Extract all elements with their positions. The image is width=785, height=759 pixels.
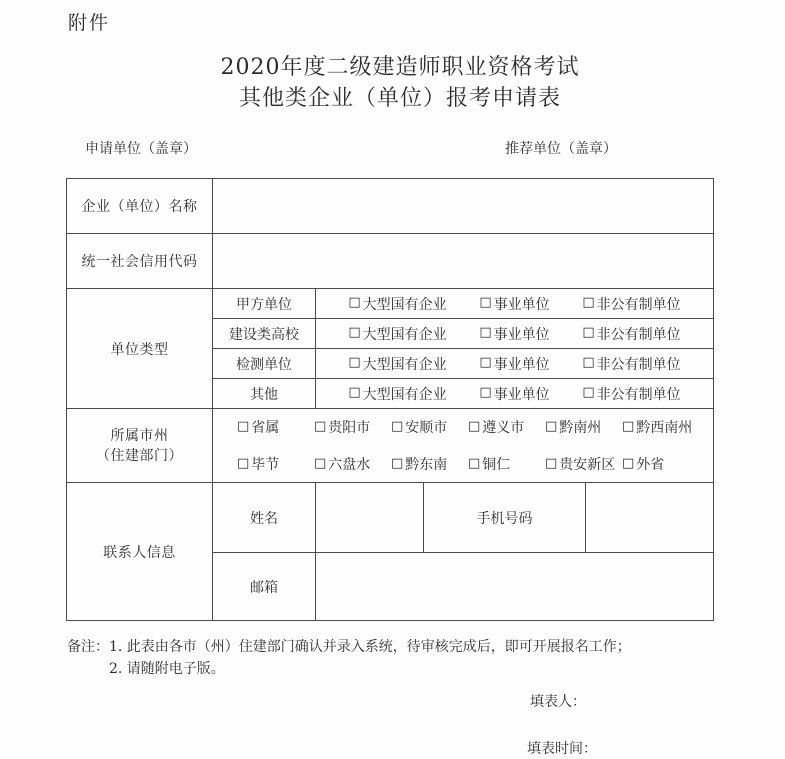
- form-title-line1: 2020年度二级建造师职业资格考试: [220, 55, 580, 80]
- checkbox-icon: □: [582, 325, 595, 340]
- contact-email-field[interactable]: [316, 553, 714, 621]
- contact-label: 联系人信息: [67, 483, 213, 621]
- checkbox-label: 黔东南: [405, 457, 448, 473]
- checkbox-icon: □: [468, 455, 481, 471]
- checkbox-option[interactable]: [545, 454, 615, 474]
- checkbox-icon: □: [545, 418, 558, 434]
- checkbox-option[interactable]: [468, 417, 524, 437]
- checkbox-icon: □: [582, 355, 595, 370]
- company-name-row: [67, 179, 714, 234]
- contact-name-label: 姓名: [213, 483, 316, 553]
- notes-line2: 2. 请随附电子版。: [109, 661, 225, 677]
- form-title: [15, 52, 785, 114]
- attachment-label: 附件: [68, 12, 111, 34]
- notes-label: 备注：: [67, 639, 109, 655]
- region-options-cell: [213, 409, 714, 483]
- checkbox-label: 安顺市: [405, 420, 448, 436]
- checkbox-option[interactable]: [348, 384, 446, 404]
- region-options: [213, 409, 713, 482]
- unit-type-sublabel-1: 甲方单位: [213, 289, 316, 319]
- checkbox-option[interactable]: [348, 324, 446, 344]
- checkbox-icon: □: [582, 385, 595, 400]
- checkbox-label: 非公有制单位: [596, 386, 681, 403]
- unit-type-sublabel-2: 建设类高校: [213, 319, 316, 349]
- notes-line1: 1. 此表由各市（州）住建部门确认并录入系统，待审核完成后，即可开展报名工作；: [109, 639, 631, 655]
- checkbox-option[interactable]: [391, 417, 447, 437]
- checkbox-option[interactable]: [582, 294, 680, 314]
- company-name-field[interactable]: [213, 179, 714, 234]
- unit-type-options-1: [316, 294, 713, 314]
- unit-type-options-cell-3: [316, 349, 714, 379]
- checkbox-label: 遵义市: [482, 420, 525, 436]
- checkbox-label: 省属: [251, 420, 280, 436]
- checkbox-label: 非公有制单位: [596, 356, 681, 373]
- checkbox-label: 事业单位: [493, 296, 550, 313]
- checkbox-option[interactable]: [545, 417, 601, 437]
- region-options-row1: [237, 417, 699, 437]
- checkbox-option[interactable]: [622, 417, 692, 437]
- checkbox-icon: □: [545, 455, 558, 471]
- checkbox-option[interactable]: [348, 354, 446, 374]
- checkbox-label: 贵安新区: [559, 457, 616, 473]
- contact-name-field[interactable]: [316, 483, 424, 553]
- checkbox-icon: □: [479, 295, 492, 310]
- checkbox-icon: □: [479, 385, 492, 400]
- checkbox-option[interactable]: [479, 354, 549, 374]
- checkbox-label: 事业单位: [493, 356, 550, 373]
- checkbox-option[interactable]: [468, 454, 510, 474]
- unit-type-options-3: [316, 354, 713, 374]
- contact-phone-field[interactable]: [586, 483, 714, 553]
- checkbox-label: 大型国有企业: [362, 356, 447, 373]
- checkbox-option[interactable]: [582, 324, 680, 344]
- checkbox-icon: □: [391, 418, 404, 434]
- checkbox-icon: □: [348, 355, 361, 370]
- checkbox-label: 大型国有企业: [362, 296, 447, 313]
- checkbox-option[interactable]: [237, 454, 279, 474]
- checkbox-label: 六盘水: [328, 457, 371, 473]
- checkbox-icon: □: [348, 385, 361, 400]
- checkbox-icon: □: [479, 355, 492, 370]
- credit-code-row: [67, 234, 714, 289]
- apply-unit-seal-label: 申请单位（盖章）: [85, 141, 197, 157]
- form-fill-time-label: 填表时间：: [527, 741, 597, 757]
- checkbox-option[interactable]: [479, 384, 549, 404]
- checkbox-icon: □: [468, 418, 481, 434]
- checkbox-icon: □: [237, 455, 250, 471]
- checkbox-label: 毕节: [251, 457, 280, 473]
- contact-phone-label: 手机号码: [424, 483, 586, 553]
- region-label: [67, 409, 213, 483]
- checkbox-icon: □: [314, 418, 327, 434]
- region-options-row2: [237, 454, 699, 474]
- contact-email-label: 邮箱: [213, 553, 316, 621]
- checkbox-option[interactable]: [348, 294, 446, 314]
- unit-type-sublabel-4: 其他: [213, 379, 316, 409]
- checkbox-label: 大型国有企业: [362, 326, 447, 343]
- checkbox-icon: □: [622, 455, 635, 471]
- checkbox-option[interactable]: [479, 324, 549, 344]
- unit-type-options-cell-4: [316, 379, 714, 409]
- checkbox-icon: □: [237, 418, 250, 434]
- unit-type-row-1: [67, 289, 714, 319]
- checkbox-icon: □: [314, 455, 327, 471]
- checkbox-option[interactable]: [582, 384, 680, 404]
- checkbox-label: 铜仁: [482, 457, 511, 473]
- unit-type-sublabel-3: 检测单位: [213, 349, 316, 379]
- unit-type-label: 单位类型: [67, 289, 213, 409]
- checkbox-icon: □: [582, 295, 595, 310]
- checkbox-icon: □: [479, 325, 492, 340]
- checkbox-option[interactable]: [622, 454, 664, 474]
- checkbox-label: 黔南州: [559, 420, 602, 436]
- checkbox-label: 事业单位: [493, 326, 550, 343]
- unit-type-options-4: [316, 384, 713, 404]
- checkbox-icon: □: [348, 325, 361, 340]
- unit-type-options-2: [316, 324, 713, 344]
- checkbox-label: 外省: [636, 457, 665, 473]
- checkbox-option[interactable]: [479, 294, 549, 314]
- checkbox-label: 非公有制单位: [596, 296, 681, 313]
- credit-code-field[interactable]: [213, 234, 714, 289]
- checkbox-icon: □: [622, 418, 635, 434]
- company-name-label: 企业（单位）名称: [67, 179, 213, 234]
- contact-name-row: [67, 483, 714, 553]
- form-filler-label: 填表人：: [530, 694, 586, 710]
- checkbox-icon: □: [348, 295, 361, 310]
- checkbox-option[interactable]: [391, 454, 447, 474]
- credit-code-label: 统一社会信用代码: [67, 234, 213, 289]
- unit-type-options-cell-1: [316, 289, 714, 319]
- region-label-line1: 所属市州: [110, 427, 169, 444]
- checkbox-icon: □: [391, 455, 404, 471]
- checkbox-label: 非公有制单位: [596, 326, 681, 343]
- checkbox-option[interactable]: [314, 454, 370, 474]
- unit-type-options-cell-2: [316, 319, 714, 349]
- checkbox-option[interactable]: [582, 354, 680, 374]
- checkbox-label: 贵阳市: [328, 420, 371, 436]
- recommend-unit-seal-label: 推荐单位（盖章）: [505, 141, 617, 157]
- checkbox-label: 事业单位: [493, 386, 550, 403]
- application-form-table: [66, 178, 714, 621]
- region-label-line2: （住建部门）: [96, 447, 183, 464]
- checkbox-label: 大型国有企业: [362, 386, 447, 403]
- form-title-line2: 其他类企业（单位）报考申请表: [238, 86, 561, 111]
- notes-lines: [109, 636, 631, 680]
- checkbox-option[interactable]: [314, 417, 370, 437]
- notes-block: [67, 636, 631, 680]
- region-row: [67, 409, 714, 483]
- checkbox-option[interactable]: [237, 417, 279, 437]
- checkbox-label: 黔西南州: [636, 420, 693, 436]
